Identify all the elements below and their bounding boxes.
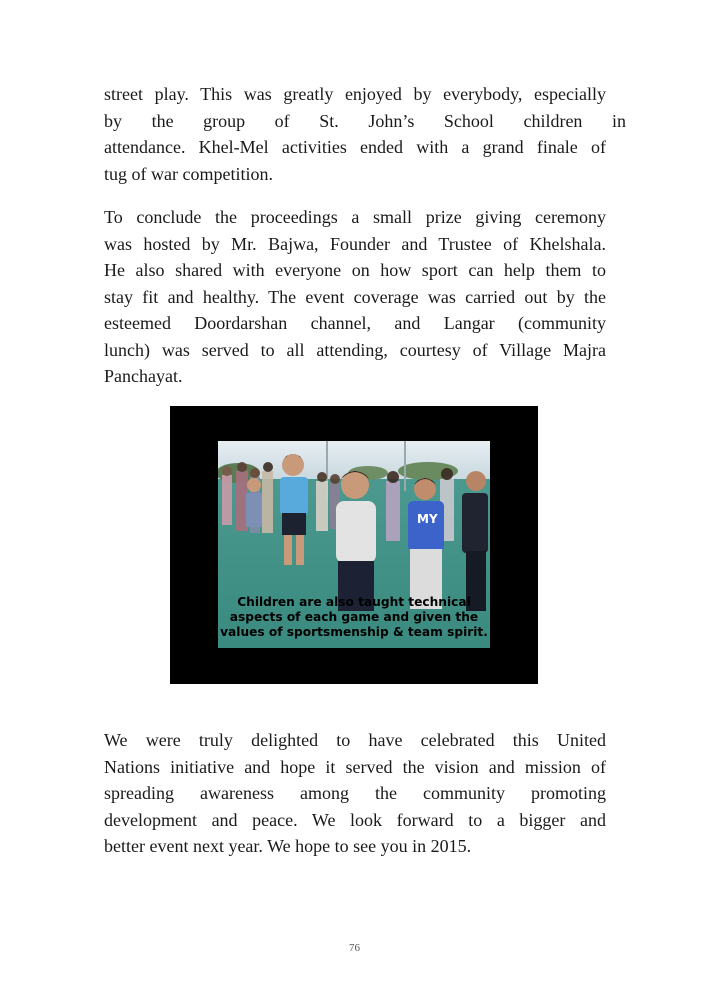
paragraph-3 bbox=[104, 727, 606, 860]
text-line: esteemed Doordarshan channel, and Langar (community bbox=[104, 313, 606, 333]
page-number: 76 bbox=[349, 942, 360, 954]
text-line: lunch) was served to all attending, courtesy of Village Majra bbox=[104, 339, 606, 360]
paragraph-1 bbox=[104, 81, 626, 187]
text-line: Nations initiative and hope it served the vision and mission of bbox=[104, 756, 606, 777]
video-caption bbox=[218, 595, 490, 640]
text-line: tug of war competition. bbox=[104, 163, 273, 184]
caption-line: aspects of each game and given the bbox=[229, 610, 479, 624]
caption-line: values of sportsmenship & team spirit. bbox=[220, 625, 488, 639]
text-line: by the group of St. John’s School children in bbox=[104, 110, 626, 131]
paragraph-2 bbox=[104, 204, 606, 390]
caption-line: Children are also taught technical bbox=[237, 595, 471, 609]
shirt-text: MY bbox=[417, 512, 438, 526]
text-line: To conclude the proceedings a small prize giving ceremony bbox=[104, 207, 606, 227]
text-line: Panchayat. bbox=[104, 366, 183, 386]
text-line: spreading awareness among the community promoting bbox=[104, 783, 606, 803]
text-line: We were truly delighted to have celebrated this United bbox=[104, 730, 606, 750]
text-line: better event next year. We hope to see you in 2015. bbox=[104, 836, 472, 856]
text-line: stay fit and healthy. The event coverage was carried out by the bbox=[104, 286, 606, 307]
text-line: street play. This was greatly enjoyed by everybody, especially bbox=[104, 84, 606, 104]
video-still-image bbox=[218, 441, 490, 648]
text-line: was hosted by Mr. Bajwa, Founder and Trustee of Khelshala. bbox=[104, 233, 606, 254]
text-line: attendance. Khel-Mel activities ended with a grand finale of bbox=[104, 137, 606, 157]
video-frame bbox=[170, 406, 538, 684]
text-line: development and peace. We look forward to a bigger and bbox=[104, 809, 606, 830]
text-line: He also shared with everyone on how sport can help them to bbox=[104, 260, 606, 280]
